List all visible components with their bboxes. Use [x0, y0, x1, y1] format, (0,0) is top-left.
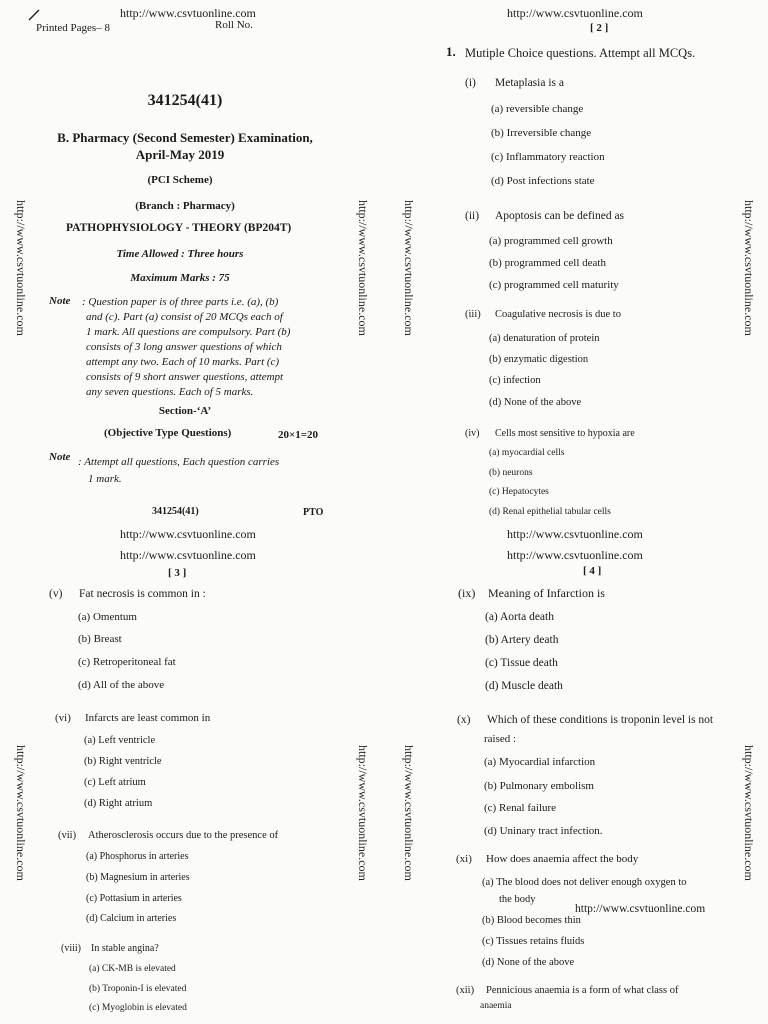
page3-url[interactable]: http://www.csvtuonline.com: [120, 548, 256, 562]
option[interactable]: (d) None of the above: [482, 957, 575, 968]
option[interactable]: (a) Left ventricle: [84, 735, 156, 746]
side-watermark: http://www.csvtuonline.com: [402, 200, 416, 336]
question-iv: (iv) Cells most sensitive to hypoxia are: [465, 428, 635, 439]
side-watermark: http://www.csvtuonline.com: [356, 745, 370, 881]
option[interactable]: (b) neurons: [489, 468, 533, 478]
inline-url[interactable]: http://www.csvtuonline.com: [575, 903, 706, 915]
option[interactable]: (a) CK-MB is elevated: [89, 964, 176, 974]
page2-url[interactable]: http://www.csvtuonline.com: [507, 527, 643, 541]
note2-text: : Attempt all questions, Each question carries 1 mark.: [78, 456, 280, 485]
exam-title: B. Pharmacy (Second Semester) Examination,: [57, 130, 313, 145]
side-watermark: http://www.csvtuonline.com: [742, 200, 756, 336]
option[interactable]: (d) None of the above: [489, 397, 582, 408]
footer-code: 341254(41): [152, 506, 199, 517]
branch: (Branch : Pharmacy): [135, 200, 235, 212]
option[interactable]: (d) Post infections state: [491, 175, 595, 187]
printed-pages: Printed Pages– 8: [36, 22, 110, 34]
option[interactable]: (a) denaturation of protein: [489, 333, 600, 344]
question-xii: (xii) Pennicious anaemia is a form of what class of: [456, 985, 679, 996]
option[interactable]: (a) Aorta death: [485, 611, 554, 623]
option[interactable]: (c) Pottasium in arteries: [86, 893, 182, 904]
question-vii: (vii) Atherosclerosis occurs due to the presence of: [58, 830, 279, 841]
option[interactable]: (c) Tissues retains fluids: [482, 936, 585, 947]
option[interactable]: (b) programmed cell death: [489, 257, 606, 269]
section-title: Section-‘A’: [158, 405, 212, 417]
option[interactable]: (b) Artery death: [485, 634, 559, 646]
subject: PATHOPHYSIOLOGY - THEORY (BP204T): [66, 222, 292, 234]
question-viii: (viii) In stable angina?: [61, 943, 159, 954]
option[interactable]: (b) enzymatic digestion: [489, 354, 589, 365]
side-watermark: http://www.csvtuonline.com: [14, 200, 28, 336]
question-x-cont: raised :: [484, 733, 517, 745]
option[interactable]: (d) Right atrium: [84, 798, 153, 809]
option[interactable]: (d) Renal epithelial tabular cells: [489, 507, 611, 517]
note-text: : Question paper is of three parts i.e. (a), (b) and (c). Part (a) consist of 20 MCQs each of 1 mark. All questions are compulsory. Part (b) consists of 3 long answer questions of which attempt any two. Each of 10 marks. Part (c) consists of 9 short answer questions, attempt any seven questions. Each of 5 marks.: [82, 296, 291, 398]
question-xii-cont: anaemia: [480, 1001, 512, 1011]
section-marks: 20×1=20: [278, 429, 319, 441]
roll-no: Roll No.: [215, 19, 253, 31]
side-watermark: http://www.csvtuonline.com: [402, 745, 416, 881]
option[interactable]: (c) Left atrium: [84, 777, 146, 788]
option[interactable]: (b) Irreversible change: [491, 127, 592, 139]
question-ix: (ix) Meaning of Infarction is: [458, 586, 605, 600]
header-url-left[interactable]: http://www.csvtuonline.com: [120, 6, 256, 20]
option[interactable]: (b) Right ventricle: [84, 756, 162, 767]
q1-heading: Mutiple Choice questions. Attempt all MCQs.: [465, 46, 696, 60]
paper-code: 341254(41): [147, 92, 223, 109]
option[interactable]: (c) Myoglobin is elevated: [89, 1003, 187, 1013]
footer-pto: PTO: [303, 507, 324, 518]
page4-number: [ 4 ]: [583, 565, 602, 577]
option[interactable]: (a) reversible change: [491, 103, 584, 115]
option[interactable]: (c) infection: [489, 375, 541, 386]
option[interactable]: (c) Renal failure: [484, 802, 557, 814]
page3-number: [ 3 ]: [168, 567, 187, 579]
option[interactable]: (b) Pulmonary embolism: [484, 780, 594, 792]
question-v: (v) Fat necrosis is common in :: [49, 588, 206, 600]
option[interactable]: (d) All of the above: [78, 679, 165, 691]
section-subtitle: (Objective Type Questions): [104, 427, 232, 439]
page4-url[interactable]: http://www.csvtuonline.com: [507, 548, 643, 562]
question-vi: (vi) Infarcts are least common in: [55, 712, 211, 724]
option[interactable]: (a) programmed cell growth: [489, 235, 613, 247]
option[interactable]: (d) Calcium in arteries: [86, 913, 177, 924]
option[interactable]: (d) Muscle death: [485, 680, 563, 692]
option[interactable]: (c) Retroperitoneal fat: [78, 656, 176, 668]
option[interactable]: (c) Tissue death: [485, 657, 558, 669]
option[interactable]: (c) Inflammatory reaction: [491, 151, 605, 163]
page2-number: [ 2 ]: [590, 22, 609, 34]
q1-number: 1.: [446, 44, 456, 59]
max-marks: Maximum Marks : 75: [130, 272, 230, 284]
option[interactable]: (b) Troponin-I is elevated: [89, 984, 187, 994]
note2-label: Note: [49, 451, 71, 463]
pen-mark-icon: [28, 8, 40, 20]
header-url-right[interactable]: http://www.csvtuonline.com: [507, 6, 643, 20]
option[interactable]: (a) Omentum: [78, 611, 137, 623]
option[interactable]: (a) Myocardial infarction: [484, 756, 596, 768]
option[interactable]: (b) Magnesium in arteries: [86, 872, 190, 883]
question-iii: (iii) Coagulative necrosis is due to: [465, 309, 621, 320]
time-allowed: Time Allowed : Three hours: [116, 248, 244, 260]
option[interactable]: (c) Hepatocytes: [489, 487, 549, 497]
option[interactable]: (c) programmed cell maturity: [489, 279, 619, 291]
option[interactable]: (b) Blood becomes thin: [482, 915, 581, 926]
question-x: (x) Which of these conditions is troponin level is not: [457, 714, 714, 726]
side-watermark: http://www.csvtuonline.com: [356, 200, 370, 336]
option[interactable]: (b) Breast: [78, 633, 122, 645]
side-watermark: http://www.csvtuonline.com: [14, 745, 28, 881]
option[interactable]: (a) The blood does not deliver enough oxygen to: [482, 877, 687, 888]
option[interactable]: (d) Uninary tract infection.: [484, 825, 603, 837]
option[interactable]: (a) myocardial cells: [489, 448, 565, 458]
side-watermark: http://www.csvtuonline.com: [742, 745, 756, 881]
option[interactable]: (a) Phosphorus in arteries: [86, 851, 189, 862]
option-continuation: the body: [499, 894, 536, 905]
note-label: Note: [49, 295, 71, 307]
question-ii: (ii) Apoptosis can be defined as: [465, 210, 625, 222]
scheme: (PCI Scheme): [147, 174, 213, 186]
footer-url-left[interactable]: http://www.csvtuonline.com: [120, 527, 256, 541]
exam-date: April-May 2019: [135, 147, 225, 162]
question-xi: (xi) How does anaemia affect the body: [456, 853, 639, 865]
question-i: (i) Metaplasia is a: [465, 77, 564, 89]
